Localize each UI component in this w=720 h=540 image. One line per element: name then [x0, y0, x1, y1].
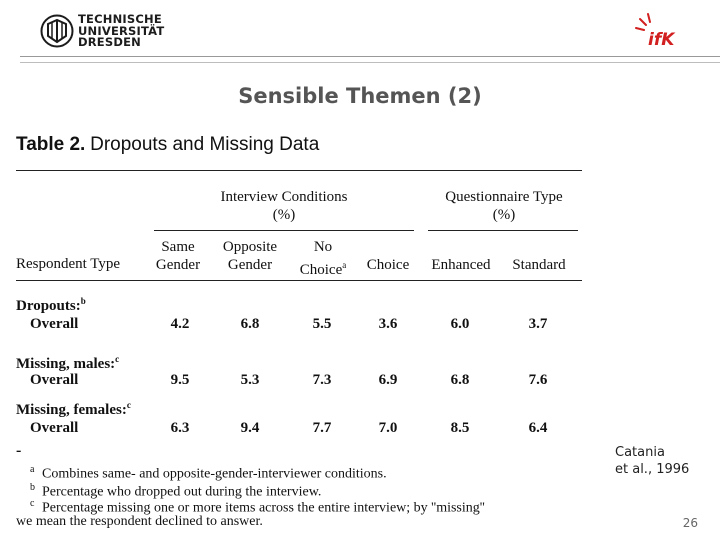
section-label-missing-females-text: Missing, females: [16, 402, 127, 418]
col-header-standard-line-1 [504, 238, 574, 256]
cell-dropouts-same-gender: 4.2 [170, 316, 190, 332]
group-header-questionnaire-line-1: Questionnaire Type [445, 189, 563, 205]
header-divider-secondary [20, 62, 720, 63]
section-label-missing-males-mark: c [115, 354, 120, 364]
col-header-opposite-gender-line-2: Gender [227, 257, 273, 273]
table-bottom-dash: - [16, 442, 22, 459]
section-label-dropouts [16, 296, 86, 315]
cell-missing-males-same-gender: 9.5 [170, 372, 190, 388]
col-header-same-gender-line-1: Same [161, 239, 195, 255]
table-caption [16, 134, 319, 156]
group-rule-interview [154, 230, 414, 231]
tu-dresden-logo [40, 14, 164, 49]
footnote-a [30, 464, 387, 483]
cell-missing-males-opposite-gender: 5.3 [240, 372, 260, 388]
cell-missing-females-standard: 6.4 [528, 420, 548, 436]
col-header-no-choice-text: Choice [299, 262, 343, 278]
header-divider [20, 56, 720, 57]
col-header-no-choice-mark: a [342, 260, 347, 270]
citation-line-1: Catania [615, 445, 665, 460]
section-label-dropouts-text: Dropouts: [16, 298, 81, 314]
col-header-choice [358, 238, 418, 274]
cell-missing-males-standard: 7.6 [528, 372, 548, 388]
col-header-no-choice [291, 238, 355, 279]
table-caption-number: Table 2. [16, 134, 86, 155]
ifk-logo-icon [632, 10, 692, 50]
row-label-dropouts-overall: Overall [30, 316, 79, 332]
footnote-a-mark: a [30, 464, 35, 475]
cell-missing-females-no-choice: 7.7 [312, 420, 332, 436]
cell-dropouts-opposite-gender: 6.8 [240, 316, 260, 332]
footnote-b-mark: b [30, 482, 35, 493]
cell-missing-females-same-gender: 6.3 [170, 420, 190, 436]
cell-missing-females-choice: 7.0 [378, 420, 398, 436]
col-header-choice-line-2: Choice [366, 257, 410, 273]
cell-missing-males-choice: 6.9 [378, 372, 398, 388]
university-name [78, 14, 164, 49]
footnote-c-text: Percentage missing one or more items across the entire interview; by ''missing'' [42, 500, 485, 516]
section-label-missing-males-text: Missing, males: [16, 356, 116, 372]
row-label-missing-males-overall: Overall [30, 372, 79, 388]
group-header-interview [204, 188, 364, 224]
col-header-enhanced [426, 238, 496, 274]
col-header-opposite-gender [215, 238, 285, 274]
university-line-2: UNIVERSITÄT [78, 23, 165, 38]
header-bottom-rule [16, 280, 582, 281]
col-header-enhanced-line-2: Enhanced [431, 257, 491, 273]
section-label-missing-females [16, 400, 131, 419]
cell-dropouts-no-choice: 5.5 [312, 316, 332, 332]
slide-header [0, 0, 720, 62]
table-caption-title: Dropouts and Missing Data [90, 134, 320, 155]
cell-dropouts-choice: 3.6 [378, 316, 398, 332]
group-header-interview-line-1: Interview Conditions [220, 189, 348, 205]
cell-missing-females-opposite-gender: 9.4 [240, 420, 260, 436]
footnote-continuation: we mean the respondent declined to answer. [16, 514, 263, 529]
table-scan [8, 130, 588, 535]
group-header-questionnaire [424, 188, 584, 224]
cell-missing-males-no-choice: 7.3 [312, 372, 332, 388]
col-header-standard-line-2: Standard [512, 257, 566, 273]
col-header-same-gender-line-2: Gender [155, 257, 201, 273]
footnote-c-mark: c [30, 498, 35, 509]
section-label-missing-males [16, 354, 119, 373]
group-rule-questionnaire [428, 230, 578, 231]
cell-dropouts-standard: 3.7 [528, 316, 548, 332]
university-line-3: DRESDEN [78, 35, 141, 49]
col-header-opposite-gender-line-1: Opposite [222, 239, 278, 255]
citation-line-2: et al., 1996 [615, 462, 690, 477]
stub-header: Respondent Type [16, 256, 121, 272]
section-label-missing-females-mark: c [126, 400, 131, 410]
ifk-logo-text: ifK [648, 30, 675, 50]
col-header-same-gender [148, 238, 208, 274]
citation [615, 444, 689, 478]
group-header-interview-line-2: (%) [272, 207, 296, 223]
slide-title: Sensible Themen (2) [238, 84, 482, 108]
cell-missing-males-enhanced: 6.8 [450, 372, 470, 388]
col-header-enhanced-line-1 [426, 238, 496, 256]
row-label-missing-females-overall: Overall [30, 420, 79, 436]
group-header-questionnaire-line-2: (%) [492, 207, 516, 223]
university-line-1: TECHNISCHE [78, 12, 162, 26]
col-header-no-choice-line-1: No [313, 239, 333, 255]
page-number: 26 [682, 516, 698, 530]
col-header-no-choice-line-2 [291, 256, 355, 279]
col-header-standard [504, 238, 574, 274]
col-header-choice-line-1 [358, 238, 418, 256]
table-top-rule [16, 170, 582, 171]
cell-dropouts-enhanced: 6.0 [450, 316, 470, 332]
cell-missing-females-enhanced: 8.5 [450, 420, 470, 436]
tu-dresden-emblem-icon [40, 14, 74, 48]
section-label-dropouts-mark: b [80, 296, 86, 306]
footnote-b-text: Percentage who dropped out during the interview. [42, 484, 322, 500]
footnote-a-text: Combines same- and opposite-gender-interviewer conditions. [42, 466, 387, 482]
